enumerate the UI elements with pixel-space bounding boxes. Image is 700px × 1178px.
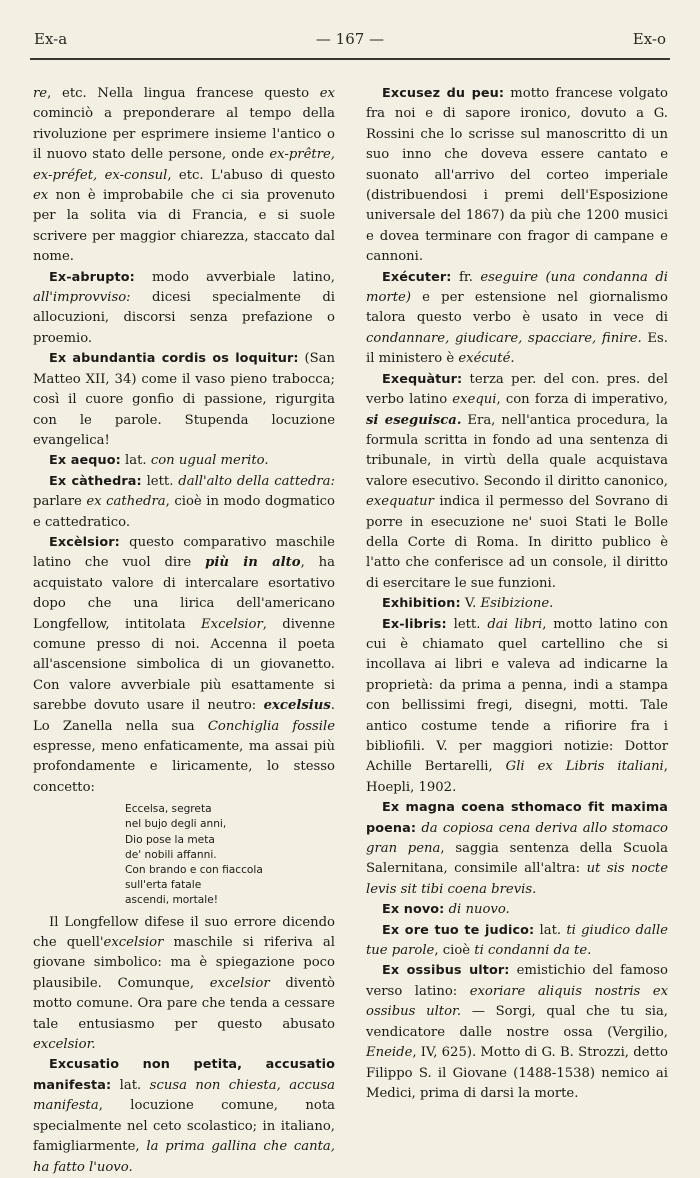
poem-line: Con brando e con fiaccola (125, 864, 263, 877)
entry-exhibition: Exhibition: V. Esibizione. (382, 596, 554, 612)
poem-line: nel bujo degli anni, (125, 818, 227, 831)
poem-line: de' nobili affanni. (125, 848, 217, 861)
entry-ex-ore-tuo: Ex ore tuo te judico: lat. ti giudico dalle tue parole, cioè ti condanni da te. (366, 922, 668, 959)
entry-ex-abundantia: Ex abundantia cordis os loquitur: (San Matteo XII, 34) come il vaso pieno trabocca; così il cuore gonfio di passione, rigurgita con le parole. Stupenda locuzione evangelica! (33, 351, 335, 448)
entry-excusatio: Excusatio non petita, accusatio manifesta: lat. scusa non chiesta, accusa manifesta, locuzione comune, nota specialmente nel ceto scolastico; in italiano, famigliarmente, la prima gallina che canta, ha fatto l'uovo. (33, 1057, 335, 1175)
entry-excusez-du-peu: Excusez du peu: motto francese volgato fra noi e di sapore ironico, dovuto a G. Rossini che lo scrisse sul manoscritto di un suo inno che doveva essere cantato e suonato all'arrivo del corteo imperiale (distribuendosi i premi dell'Esposizione universale del 1867) da più che 1200 musici e dovea terminare con fragor di campane e cannoni. (366, 86, 668, 265)
entry-ex-novo: Ex novo: di nuovo. (382, 902, 510, 918)
entry-ex-libris: Ex-libris: lett. dai libri, motto latino con cui è chiamato quel cartellino che si incollava ai libri e valeva ad indicarne la proprietà: da prima a penna, indi a stampa con bellissimi fregi, disegni, motti. Tale antico costume tende a rifiorire fra i bibliofili. V. per maggiori notizie: Dottor Achille Bertarelli, Gli ex Libris italiani, Hoepli, 1902. (366, 616, 668, 795)
entry-ex-magna-coena: Ex magna coena sthomaco fit maxima poena: da copiosa cena deriva allo stomaco gran pena, saggia sentenza della Scuola Salernitana, consimile all'altra: ut sis nocte levis sit tibi coena brevis. (366, 800, 668, 897)
headword: Exhibition: (382, 596, 461, 612)
headword: Ex ore tuo te judico: (382, 922, 535, 938)
headword: Ex-libris: (382, 616, 447, 632)
headword: Ex magna coena sthomaco fit maxima poena: (366, 800, 668, 836)
headword: Ex aequo: (49, 453, 121, 469)
entry-ex-aequo: Ex aequo: lat. con ugual merito. (49, 453, 269, 469)
poem-line: Eccelsa, segreta (125, 803, 212, 816)
headword: Ex càthedra: (49, 473, 142, 489)
entry-executer: Exécuter: fr. eseguire (una condanna di morte) e per estensione nel giornalismo talora questo verbo è usato in vece di condannare, giudicare, spacciare, finire. Es. il ministero è exécuté. (366, 269, 669, 367)
left-column (33, 84, 335, 1178)
headword: Exécuter: (382, 269, 452, 285)
headword: Exequàtur: (382, 371, 463, 387)
entry-ex-continuation: re, etc. Nella lingua francese questo ex cominciò a preponderare al tempo della rivoluzione per esprimere insieme l'antico o il nuovo stato delle persone, onde ex-prêtre, ex-préfet, ex-consul, etc. L'abuso di questo ex non è improbabile che ci sia provenuto per la solita via di Francia, e si suole scrivere per maggior chiarezza, staccato dal nome. (33, 86, 336, 265)
poem-quote (125, 802, 335, 908)
entry-ex-abrupto: Ex-abrupto: modo avverbiale latino, all'improvviso: dicesi specialmente di allocuzioni, discorsi senza prefazione o proemio. (33, 269, 335, 346)
headword: Ex-abrupto: (49, 269, 135, 285)
entry-ex-ossibus-ultor: Ex ossibus ultor: emistichio del famoso verso latino: exoriare aliquis nostris ex ossibus ultor. — Sorgi, qual che tu sia, vendicatore dalle nostre ossa (Vergilio, Eneide, IV, 625). Motto di G. B. Strozzi, detto Filippo S. il Giovane (1488-1538) nemico ai Medici, prima di darsi la morte. (366, 963, 669, 1101)
poem-line: ascendi, mortale! (125, 894, 218, 907)
headword: Ex ossibus ultor: (382, 963, 510, 979)
poem-line: sull'erta fatale (125, 879, 202, 892)
headword: Ex novo: (382, 902, 445, 918)
entry-exequatur: Exequàtur: terza per. del con. pres. del verbo latino exequi, con forza di imperativo, si eseguisca. Era, nell'antica procedura, la formula scritta in fondo ad una sentenza di tribunale, in virtù della quale acquistava valore esecutivo. Secondo il diritto canonico, exequatur indica il permesso del Sovrano di porre in esecuzione ne' suoi Stati le Bolle della Corte di Roma. In diritto publico è l'atto che conferisce ad un console, il diritto di esercitare le sue funzioni. (366, 371, 669, 591)
poem-line: Dio pose la meta (125, 833, 215, 846)
headword: Ex abundantia cordis os loquitur: (49, 351, 299, 367)
header-left-guide-word: Ex-a (34, 30, 68, 48)
header-rule (30, 58, 670, 60)
entry-excelsior: Excèlsior: questo comparativo maschile latino che vuol dire più in alto, ha acquistato valore di intercalare esortativo dopo che una lirica dell'americano Longfellow, intitolata Excelsior, divenne comune presso di noi. Accenna il poeta all'ascensione simbolica di un giovanetto. Con valore avverbiale più esattamente si sarebbe dovuto usare il neutro: excelsius. Lo Zanella nella sua Conchiglia fossile espresse, meno enfaticamente, ma assai più profondamente e liricamente, lo stesso concetto: (33, 534, 336, 795)
headword: Excusez du peu: (382, 86, 505, 101)
entry-ex-cathedra: Ex càthedra: lett. dall'alto della cattedra: parlare ex cathedra, cioè in modo dogmatico e cattedratico. (33, 473, 335, 530)
headword: Excèlsior: (49, 534, 120, 550)
header-right-guide-word: Ex-o (632, 30, 666, 48)
right-column (366, 84, 668, 1104)
headword: Excusatio non petita, accusatio manifesta: (33, 1057, 335, 1093)
page-number: — 167 — (315, 30, 385, 48)
entry-excelsior-continued: Il Longfellow difese il suo errore dicendo che quell'excelsior maschile si riferiva al giovane simbolico: ma è spiegazione poco plausibile. Comunque, excelsior diventò motto comune. Ora pare che tenda a cessare tale entusiasmo per questo abusato excelsior. (33, 914, 335, 1053)
